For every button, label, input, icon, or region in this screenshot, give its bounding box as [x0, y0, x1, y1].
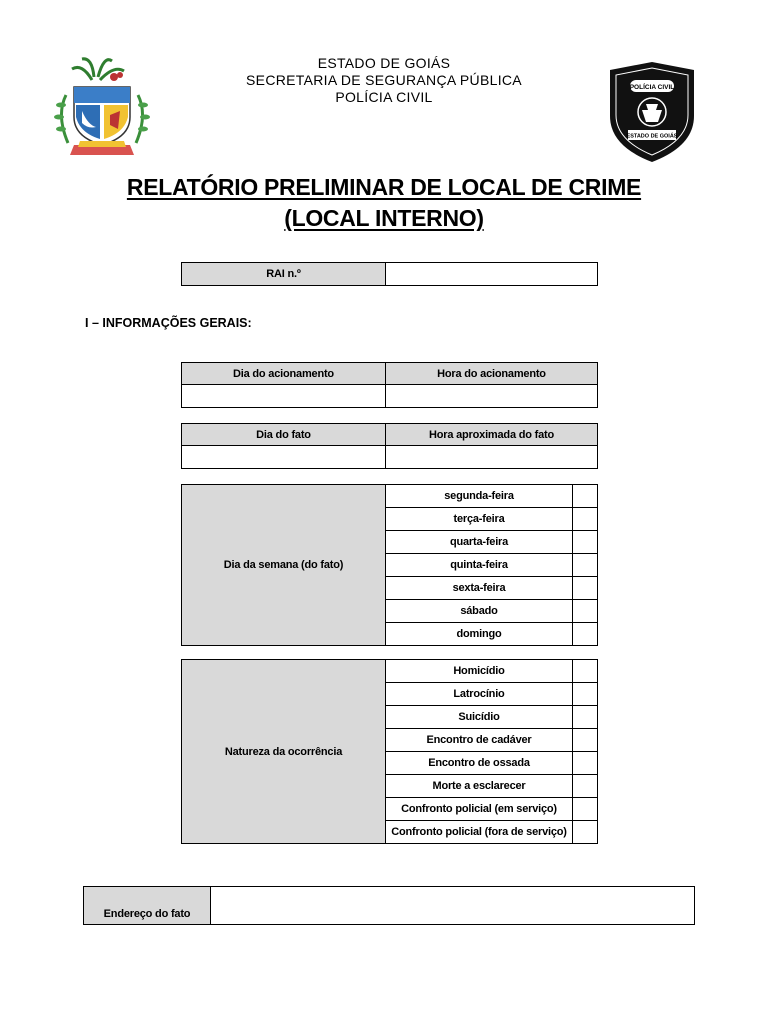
- rai-label: RAI n.º: [182, 263, 386, 286]
- weekday-checkbox[interactable]: [573, 577, 598, 600]
- weekday-option: quarta-feira: [386, 531, 573, 554]
- weekday-label: Dia da semana (do fato): [182, 485, 386, 646]
- acionamento-day-label: Dia do acionamento: [182, 363, 386, 385]
- weekday-option: segunda-feira: [386, 485, 573, 508]
- acionamento-hour-field[interactable]: [386, 385, 598, 408]
- natureza-option: Encontro de ossada: [386, 752, 573, 775]
- fato-day-field[interactable]: [182, 446, 386, 469]
- fato-hour-field[interactable]: [386, 446, 598, 469]
- natureza-option: Confronto policial (fora de serviço): [386, 821, 573, 844]
- natureza-option: Latrocínio: [386, 683, 573, 706]
- natureza-option: Confronto policial (em serviço): [386, 798, 573, 821]
- natureza-checkbox[interactable]: [573, 752, 598, 775]
- acionamento-day-field[interactable]: [182, 385, 386, 408]
- natureza-checkbox[interactable]: [573, 775, 598, 798]
- weekday-table: [181, 484, 598, 646]
- natureza-checkbox[interactable]: [573, 798, 598, 821]
- natureza-option: Suicídio: [386, 706, 573, 729]
- weekday-checkbox[interactable]: [573, 554, 598, 577]
- endereco-table: [83, 886, 695, 925]
- acionamento-hour-label: Hora do acionamento: [386, 363, 598, 385]
- header-police: POLÍCIA CIVIL: [335, 89, 433, 105]
- weekday-checkbox[interactable]: [573, 531, 598, 554]
- section-heading-general-info: I – INFORMAÇÕES GERAIS:: [85, 316, 252, 330]
- fato-table: [181, 423, 598, 469]
- natureza-label: Natureza da ocorrência: [182, 660, 386, 844]
- endereco-field[interactable]: [211, 887, 695, 925]
- weekday-option: quinta-feira: [386, 554, 573, 577]
- natureza-checkbox[interactable]: [573, 660, 598, 683]
- weekday-checkbox[interactable]: [573, 508, 598, 531]
- natureza-checkbox[interactable]: [573, 729, 598, 752]
- weekday-checkbox[interactable]: [573, 485, 598, 508]
- header-state: ESTADO DE GOIÁS: [317, 55, 451, 71]
- rai-value-field[interactable]: [386, 263, 598, 286]
- natureza-checkbox[interactable]: [573, 683, 598, 706]
- weekday-checkbox[interactable]: [573, 623, 598, 646]
- document-title: [0, 172, 768, 234]
- natureza-option: Morte a esclarecer: [386, 775, 573, 798]
- natureza-option: Homicídio: [386, 660, 573, 683]
- acionamento-table: [181, 362, 598, 408]
- natureza-option: Encontro de cadáver: [386, 729, 573, 752]
- fato-day-label: Dia do fato: [182, 424, 386, 446]
- weekday-option: domingo: [386, 623, 573, 646]
- title-line-2: (LOCAL INTERNO): [284, 205, 484, 231]
- header-secretariat: SECRETARIA DE SEGURANÇA PÚBLICA: [246, 72, 522, 88]
- natureza-checkbox[interactable]: [573, 706, 598, 729]
- badge-bottom-text: ESTADO DE GOIÁS: [626, 133, 678, 140]
- natureza-checkbox[interactable]: [573, 821, 598, 844]
- weekday-option: sexta-feira: [386, 577, 573, 600]
- policia-civil-badge-logo: [606, 60, 698, 164]
- badge-top-text: POLÍCIA CIVIL: [629, 84, 675, 91]
- fato-hour-label: Hora aproximada do fato: [386, 424, 598, 446]
- rai-table: [181, 262, 598, 286]
- natureza-table: [181, 659, 598, 844]
- title-line-1: RELATÓRIO PRELIMINAR DE LOCAL DE CRIME: [126, 174, 642, 200]
- weekday-option: sábado: [386, 600, 573, 623]
- weekday-option: terça-feira: [386, 508, 573, 531]
- endereco-label: Endereço do fato: [84, 887, 211, 925]
- weekday-checkbox[interactable]: [573, 600, 598, 623]
